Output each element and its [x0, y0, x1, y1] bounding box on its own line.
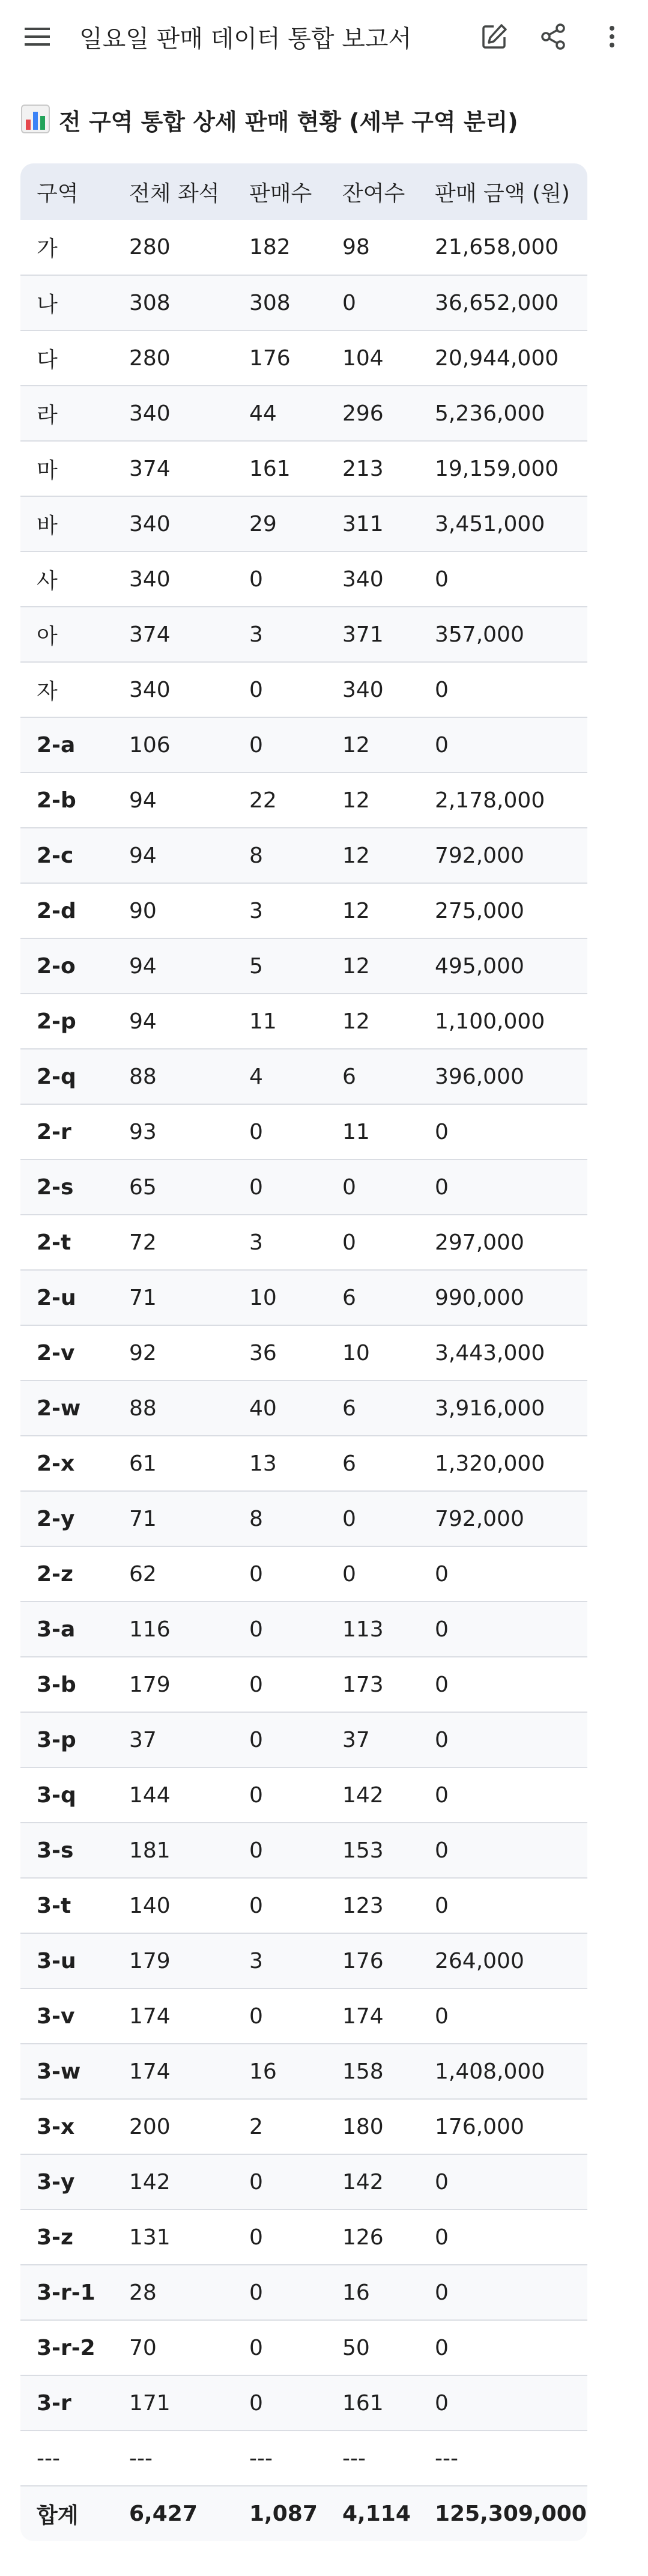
cell-remaining: 0	[326, 1215, 419, 1270]
table-row	[20, 2375, 587, 2431]
cell-sales-amount: 176,000	[419, 2099, 587, 2154]
cell-zone: 2-x	[20, 1436, 113, 1491]
cell-zone: 마	[20, 441, 113, 496]
table-row	[20, 938, 587, 994]
table-row	[20, 717, 587, 773]
cell-sold: 0	[233, 551, 326, 607]
cell-zone: 아	[20, 607, 113, 662]
table-row	[20, 1712, 587, 1767]
cell-zone: 다	[20, 330, 113, 386]
cell-zone: 2-z	[20, 1546, 113, 1602]
cell-sold: 0	[233, 1988, 326, 2044]
column-header-total-seats: 전체 좌석	[113, 163, 233, 220]
cell-sales-amount: 1,100,000	[419, 994, 587, 1049]
cell-remaining: 104	[326, 330, 419, 386]
cell-sales-amount: 20,944,000	[419, 330, 587, 386]
cell-remaining: 340	[326, 551, 419, 607]
cell-zone: 3-x	[20, 2099, 113, 2154]
table-row	[20, 1436, 587, 1491]
cell-sold: 0	[233, 1104, 326, 1159]
table-row	[20, 1823, 587, 1878]
cell-total-seats: 131	[113, 2210, 233, 2265]
cell-sales-amount: 19,159,000	[419, 441, 587, 496]
cell-total-seats: 92	[113, 1325, 233, 1381]
cell-sales-amount: 0	[419, 1104, 587, 1159]
cell-zone: 3-a	[20, 1602, 113, 1657]
cell-zone: 3-p	[20, 1712, 113, 1767]
cell-sold: 0	[233, 1878, 326, 1933]
table-total-row	[20, 2486, 587, 2541]
table-body	[20, 220, 587, 2541]
table-row	[20, 994, 587, 1049]
cell-zone: 3-w	[20, 2044, 113, 2099]
cell-zone: 3-q	[20, 1767, 113, 1823]
cell-total-seats: 71	[113, 1491, 233, 1546]
cell-sold: 40	[233, 1381, 326, 1436]
cell-zone: 2-d	[20, 883, 113, 938]
cell-sold: 8	[233, 828, 326, 883]
cell-sales-amount: 1,408,000	[419, 2044, 587, 2099]
cell-remaining: 11	[326, 1104, 419, 1159]
cell-sales-amount: 5,236,000	[419, 386, 587, 441]
cell-zone: 가	[20, 220, 113, 275]
cell-total-seats: 280	[113, 220, 233, 275]
cell-sales-amount: 264,000	[419, 1933, 587, 1988]
cell-remaining: 0	[326, 1491, 419, 1546]
cell-zone: 3-b	[20, 1657, 113, 1712]
table-row	[20, 1878, 587, 1933]
cell-sold: 3	[233, 1215, 326, 1270]
share-icon[interactable]	[534, 17, 572, 56]
cell-sold: 29	[233, 496, 326, 551]
cell-sales-amount: 792,000	[419, 828, 587, 883]
cell-sold: 36	[233, 1325, 326, 1381]
cell-total-seats: 144	[113, 1767, 233, 1823]
cell-sales-amount: 357,000	[419, 607, 587, 662]
cell-total-seats: 28	[113, 2265, 233, 2320]
cell-sales-amount: 0	[419, 717, 587, 773]
cell-sales-amount: ---	[419, 2431, 587, 2486]
column-header-zone: 구역	[20, 163, 113, 220]
table-row	[20, 883, 587, 938]
cell-sold: 5	[233, 938, 326, 994]
cell-sold: 3	[233, 883, 326, 938]
cell-remaining: 180	[326, 2099, 419, 2154]
cell-sold: ---	[233, 2431, 326, 2486]
cell-zone: 3-v	[20, 1988, 113, 2044]
cell-total-seats: 88	[113, 1049, 233, 1104]
cell-total-seats: 340	[113, 496, 233, 551]
cell-total-seats: 142	[113, 2154, 233, 2210]
sales-table	[20, 163, 587, 2541]
table-row	[20, 551, 587, 607]
table-row	[20, 1491, 587, 1546]
cell-sales-amount: 0	[419, 2375, 587, 2431]
cell-sales-amount: 990,000	[419, 1270, 587, 1325]
cell-sold: 44	[233, 386, 326, 441]
cell-remaining: 158	[326, 2044, 419, 2099]
table-row	[20, 1657, 587, 1712]
cell-sales-amount: 0	[419, 1546, 587, 1602]
cell-zone: 2-p	[20, 994, 113, 1049]
cell-remaining: 0	[326, 275, 419, 330]
cell-sales-amount: 0	[419, 1602, 587, 1657]
table-row	[20, 1767, 587, 1823]
cell-sales-amount: 0	[419, 1988, 587, 2044]
cell-total-seats: 374	[113, 441, 233, 496]
cell-total-seats: 174	[113, 2044, 233, 2099]
cell-sold: 0	[233, 1712, 326, 1767]
table-row	[20, 1325, 587, 1381]
cell-remaining: 50	[326, 2320, 419, 2375]
cell-total-seats: 71	[113, 1270, 233, 1325]
table-row	[20, 1381, 587, 1436]
edit-icon[interactable]	[475, 17, 513, 56]
cell-sales-amount: 3,443,000	[419, 1325, 587, 1381]
cell-total-seats: 116	[113, 1602, 233, 1657]
table-row	[20, 330, 587, 386]
table-row	[20, 2099, 587, 2154]
cell-total-seats: 37	[113, 1712, 233, 1767]
cell-sold: 0	[233, 1657, 326, 1712]
cell-total-seats: 179	[113, 1933, 233, 1988]
cell-remaining: 0	[326, 1546, 419, 1602]
cell-total-seats: 70	[113, 2320, 233, 2375]
cell-sold: 0	[233, 717, 326, 773]
cell-sold: 10	[233, 1270, 326, 1325]
cell-zone: 나	[20, 275, 113, 330]
table-row	[20, 275, 587, 330]
cell-zone: ---	[20, 2431, 113, 2486]
cell-remaining: 142	[326, 2154, 419, 2210]
cell-sales-amount: 21,658,000	[419, 220, 587, 275]
cell-sales-amount: 0	[419, 2320, 587, 2375]
cell-sold: 182	[233, 220, 326, 275]
cell-total-seats: 374	[113, 607, 233, 662]
table-row	[20, 828, 587, 883]
table-row	[20, 1602, 587, 1657]
cell-total-seats: 280	[113, 330, 233, 386]
cell-sold: 13	[233, 1436, 326, 1491]
cell-sold: 16	[233, 2044, 326, 2099]
cell-sold: 22	[233, 773, 326, 828]
table-row	[20, 1933, 587, 1988]
cell-remaining: 0	[326, 1159, 419, 1215]
cell-zone: 2-b	[20, 773, 113, 828]
cell-total-seats: 65	[113, 1159, 233, 1215]
cell-zone: 2-v	[20, 1325, 113, 1381]
cell-remaining: 213	[326, 441, 419, 496]
cell-sales-amount: 1,320,000	[419, 1436, 587, 1491]
cell-total-seats: 106	[113, 717, 233, 773]
column-header-remaining: 잔여수	[326, 163, 419, 220]
cell-zone: 3-r	[20, 2375, 113, 2431]
total-cell-sales-amount: 125,309,000	[419, 2486, 587, 2541]
table-row	[20, 773, 587, 828]
cell-remaining: 340	[326, 662, 419, 717]
column-header-sales-amount: 판매 금액 (원)	[419, 163, 587, 220]
total-cell-sold: 1,087	[233, 2486, 326, 2541]
cell-sales-amount: 0	[419, 2154, 587, 2210]
table-row	[20, 2210, 587, 2265]
cell-zone: 3-s	[20, 1823, 113, 1878]
cell-sold: 8	[233, 1491, 326, 1546]
cell-sales-amount: 3,451,000	[419, 496, 587, 551]
cell-sales-amount: 0	[419, 1657, 587, 1712]
cell-sales-amount: 3,916,000	[419, 1381, 587, 1436]
cell-remaining: 6	[326, 1049, 419, 1104]
table-row	[20, 386, 587, 441]
cell-remaining: 311	[326, 496, 419, 551]
cell-total-seats: 88	[113, 1381, 233, 1436]
cell-sales-amount: 36,652,000	[419, 275, 587, 330]
table-row	[20, 1104, 587, 1159]
cell-total-seats: 340	[113, 551, 233, 607]
cell-zone: 2-t	[20, 1215, 113, 1270]
cell-sales-amount: 0	[419, 1767, 587, 1823]
sales-table-container	[20, 163, 587, 2541]
table-row	[20, 2265, 587, 2320]
cell-total-seats: 200	[113, 2099, 233, 2154]
toolbar-actions	[475, 17, 631, 56]
cell-remaining: 6	[326, 1436, 419, 1491]
cell-sold: 2	[233, 2099, 326, 2154]
cell-remaining: 173	[326, 1657, 419, 1712]
cell-zone: 3-t	[20, 1878, 113, 1933]
cell-zone: 2-q	[20, 1049, 113, 1104]
cell-sold: 161	[233, 441, 326, 496]
cell-sales-amount: 495,000	[419, 938, 587, 994]
cell-zone: 3-z	[20, 2210, 113, 2265]
cell-sales-amount: 0	[419, 551, 587, 607]
page-title: 일요일 판매 데이터 통합 보고서	[79, 25, 412, 53]
cell-zone: 3-r-2	[20, 2320, 113, 2375]
table-row	[20, 1159, 587, 1215]
cell-remaining: 16	[326, 2265, 419, 2320]
cell-sales-amount: 0	[419, 1823, 587, 1878]
cell-remaining: 12	[326, 938, 419, 994]
cell-remaining: 123	[326, 1878, 419, 1933]
cell-remaining: 176	[326, 1933, 419, 1988]
cell-total-seats: 174	[113, 1988, 233, 2044]
cell-zone: 자	[20, 662, 113, 717]
cell-remaining: 12	[326, 994, 419, 1049]
cell-total-seats: 94	[113, 994, 233, 1049]
cell-remaining: 12	[326, 717, 419, 773]
column-header-sold: 판매수	[233, 163, 326, 220]
cell-sold: 11	[233, 994, 326, 1049]
total-cell-total-seats: 6,427	[113, 2486, 233, 2541]
cell-total-seats: 90	[113, 883, 233, 938]
cell-remaining: 10	[326, 1325, 419, 1381]
cell-remaining: 153	[326, 1823, 419, 1878]
cell-total-seats: 72	[113, 1215, 233, 1270]
cell-zone: 2-r	[20, 1104, 113, 1159]
cell-sold: 0	[233, 662, 326, 717]
table-row	[20, 1270, 587, 1325]
cell-remaining: 12	[326, 828, 419, 883]
cell-zone: 2-s	[20, 1159, 113, 1215]
table-header-row	[20, 163, 587, 220]
cell-sold: 0	[233, 2265, 326, 2320]
cell-sales-amount: 0	[419, 1878, 587, 1933]
table-row	[20, 1215, 587, 1270]
cell-sales-amount: 297,000	[419, 1215, 587, 1270]
cell-zone: 사	[20, 551, 113, 607]
cell-total-seats: 94	[113, 773, 233, 828]
table-row	[20, 496, 587, 551]
table-row	[20, 2431, 587, 2486]
table-row	[20, 2320, 587, 2375]
cell-sold: 4	[233, 1049, 326, 1104]
cell-zone: 2-y	[20, 1491, 113, 1546]
top-app-bar	[0, 0, 648, 73]
cell-total-seats: 93	[113, 1104, 233, 1159]
table-row	[20, 2044, 587, 2099]
cell-remaining: ---	[326, 2431, 419, 2486]
cell-zone: 3-y	[20, 2154, 113, 2210]
cell-sold: 0	[233, 1823, 326, 1878]
cell-total-seats: 181	[113, 1823, 233, 1878]
cell-sold: 0	[233, 2320, 326, 2375]
cell-remaining: 126	[326, 2210, 419, 2265]
cell-total-seats: 62	[113, 1546, 233, 1602]
cell-zone: 2-o	[20, 938, 113, 994]
section-heading	[20, 103, 518, 136]
cell-zone: 라	[20, 386, 113, 441]
total-cell-zone: 합계	[20, 2486, 113, 2541]
cell-total-seats: 308	[113, 275, 233, 330]
cell-sold: 0	[233, 2210, 326, 2265]
table-row	[20, 1988, 587, 2044]
table-row	[20, 1546, 587, 1602]
menu-icon[interactable]	[19, 19, 55, 55]
cell-sales-amount: 0	[419, 2210, 587, 2265]
cell-remaining: 161	[326, 2375, 419, 2431]
cell-remaining: 296	[326, 386, 419, 441]
cell-zone: 2-w	[20, 1381, 113, 1436]
cell-total-seats: 61	[113, 1436, 233, 1491]
cell-total-seats: 171	[113, 2375, 233, 2431]
bar-chart-emoji	[20, 104, 50, 136]
cell-remaining: 113	[326, 1602, 419, 1657]
more-vert-icon[interactable]	[593, 17, 631, 56]
cell-sold: 0	[233, 1602, 326, 1657]
cell-total-seats: ---	[113, 2431, 233, 2486]
cell-total-seats: 140	[113, 1878, 233, 1933]
cell-zone: 3-u	[20, 1933, 113, 1988]
cell-remaining: 371	[326, 607, 419, 662]
table-row	[20, 662, 587, 717]
cell-total-seats: 94	[113, 938, 233, 994]
table-row	[20, 441, 587, 496]
cell-remaining: 12	[326, 883, 419, 938]
section-heading-text: 전 구역 통합 상세 판매 현황 (세부 구역 분리)	[59, 109, 518, 135]
cell-sold: 308	[233, 275, 326, 330]
cell-total-seats: 340	[113, 386, 233, 441]
cell-zone: 바	[20, 496, 113, 551]
cell-zone: 2-a	[20, 717, 113, 773]
cell-sales-amount: 0	[419, 662, 587, 717]
table-row	[20, 1049, 587, 1104]
cell-sold: 0	[233, 2154, 326, 2210]
cell-sales-amount: 0	[419, 1712, 587, 1767]
cell-sales-amount: 396,000	[419, 1049, 587, 1104]
total-cell-remaining: 4,114	[326, 2486, 419, 2541]
cell-sales-amount: 275,000	[419, 883, 587, 938]
table-row	[20, 220, 587, 275]
cell-sold: 0	[233, 1159, 326, 1215]
cell-total-seats: 340	[113, 662, 233, 717]
cell-zone: 2-c	[20, 828, 113, 883]
cell-remaining: 6	[326, 1270, 419, 1325]
table-row	[20, 607, 587, 662]
cell-remaining: 98	[326, 220, 419, 275]
cell-sales-amount: 0	[419, 2265, 587, 2320]
cell-remaining: 6	[326, 1381, 419, 1436]
cell-remaining: 37	[326, 1712, 419, 1767]
cell-sold: 176	[233, 330, 326, 386]
cell-zone: 2-u	[20, 1270, 113, 1325]
cell-sales-amount: 792,000	[419, 1491, 587, 1546]
cell-sales-amount: 0	[419, 1159, 587, 1215]
cell-remaining: 12	[326, 773, 419, 828]
cell-sold: 0	[233, 1546, 326, 1602]
cell-remaining: 142	[326, 1767, 419, 1823]
table-row	[20, 2154, 587, 2210]
cell-sold: 3	[233, 607, 326, 662]
cell-total-seats: 179	[113, 1657, 233, 1712]
cell-zone: 3-r-1	[20, 2265, 113, 2320]
cell-sales-amount: 2,178,000	[419, 773, 587, 828]
cell-total-seats: 94	[113, 828, 233, 883]
cell-remaining: 174	[326, 1988, 419, 2044]
cell-sold: 0	[233, 1767, 326, 1823]
cell-sold: 3	[233, 1933, 326, 1988]
cell-sold: 0	[233, 2375, 326, 2431]
